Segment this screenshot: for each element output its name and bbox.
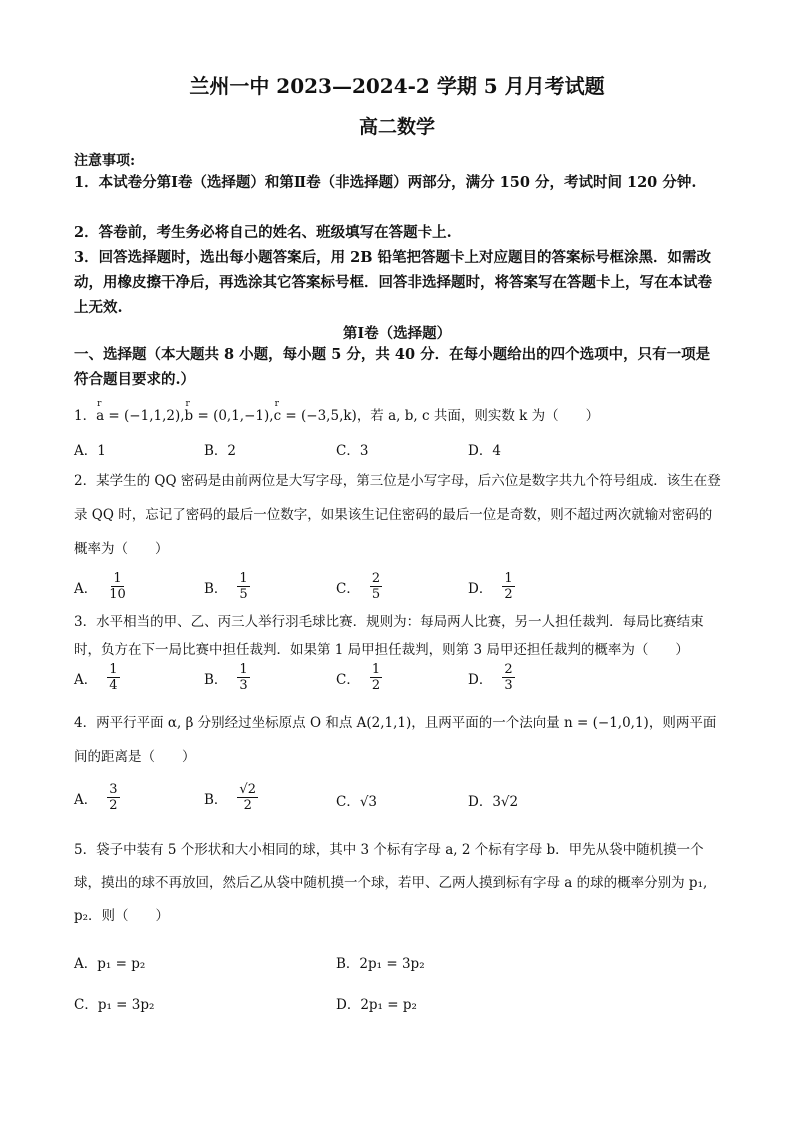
notice-heading: 注意事项:: [74, 153, 136, 169]
notice-item-1: 1．本试卷分第Ⅰ卷（选择题）和第Ⅱ卷（非选择题）两部分，满分 150 分，考试时间 120 分钟.: [74, 174, 697, 191]
question-4: 4．两平行平面 α, β 分别经过坐标原点 O 和点 A(2,1,1)，且两平面的一个法向量 n = (−1,0,1)，则两平面间的距离是（ ）: [74, 715, 717, 765]
q1-vector-c: r c = (−3,5,k): [274, 408, 357, 424]
q4-option-d: D．3√2: [468, 794, 519, 810]
part1-title: 第Ⅰ卷（选择题）: [342, 325, 452, 342]
q3-option-d: D． $\frac{2}{3}$: [468, 662, 513, 693]
question-2: 2．某学生的 QQ 密码是由前两位是大写字母，第三位是小写字母，后六位是数字共九个符号组成．该生在登录 QQ 时，忘记了密码的最后一位数字，如果该生记住密码的最后一位是奇数，则不超过两次就输对密码的概率为（ ）: [74, 473, 721, 557]
q1-option-d: D．4: [468, 443, 501, 459]
q5-option-a: A．p₁ = p₂: [74, 956, 146, 972]
q1-text-end: 共面，则实数 k 为（ ）: [429, 408, 600, 424]
question-5: 5．袋子中装有 5 个形状和大小相同的球，其中 3 个标有字母 a, 2 个标有字母 b．甲先从袋中随机摸一个球，摸出的球不再放回，然后乙从袋中随机摸一个球，若甲、乙两人摸到标有字母 a 的球的概率分别为 p₁, p₂．则（ ）: [74, 842, 708, 924]
q1-number: 1．: [74, 408, 97, 424]
q1-text-mid: ，若: [356, 408, 389, 424]
notice-item-2: 2．答卷前，考生务必将自己的姓名、班级填写在答题卡上.: [74, 224, 452, 241]
q5-option-b: B．2p₁ = 3p₂: [336, 956, 425, 972]
question-3: 3．水平相当的甲、乙、丙三人举行羽毛球比赛．规则为：每局两人比赛，另一人担任裁判．每局比赛结束时，负方在下一局比赛中担任裁判．如果第 1 局甲担任裁判，则第 3 局甲还担任裁判的概率为（ ）: [74, 614, 704, 658]
q3-option-b: B． $\frac{1}{3}$: [204, 662, 248, 693]
exam-title: 兰州一中 2023—2024-2 学期 5 月月考试题: [189, 74, 605, 98]
q1-vector-a: r a = (−1,1,2),: [96, 408, 184, 424]
q1-option-a: A．1: [74, 443, 106, 459]
q1-option-c: C．3: [336, 443, 369, 459]
q1-vectors: a, b, c: [388, 408, 430, 424]
q4-option-c: C．√3: [336, 794, 378, 810]
q2-option-a: A． $\frac{1}{10}$: [74, 571, 126, 602]
q3-option-a: A． $\frac{1}{4}$: [74, 662, 118, 693]
notice-item-3: 3．回答选择题时，选出每小题答案后，用 2B 铅笔把答题卡上对应题目的答案标号框涂黑．如需改动，用橡皮擦干净后，再选涂其它答案标号框．回答非选择题时，将答案写在答题卡上，写在本试卷上无效.: [74, 249, 712, 316]
exam-subject: 高二数学: [358, 116, 435, 138]
q1-option-b: B．2: [204, 443, 237, 459]
question-1: [74, 404, 599, 424]
q2-option-d: D． $\frac{1}{2}$: [468, 571, 513, 602]
q4-option-b: B． $\frac{√2}{2}$: [204, 782, 256, 813]
q3-option-c: C． $\frac{1}{2}$: [336, 662, 381, 693]
q5-option-d: D．2p₁ = p₂: [336, 997, 417, 1013]
section-instructions: 一、选择题（本大题共 8 小题，每小题 5 分，共 40 分．在每小题给出的四个选项中，只有一项是符合题目要求的.）: [74, 346, 711, 388]
q2-option-c: C． $\frac{2}{5}$: [336, 571, 381, 602]
q1-vector-b: r b = (0,1,−1),: [185, 408, 274, 424]
q4-option-a: A． $\frac{3}{2}$: [74, 782, 118, 813]
q2-option-b: B． $\frac{1}{5}$: [204, 571, 248, 602]
q5-option-c: C．p₁ = 3p₂: [74, 997, 155, 1013]
